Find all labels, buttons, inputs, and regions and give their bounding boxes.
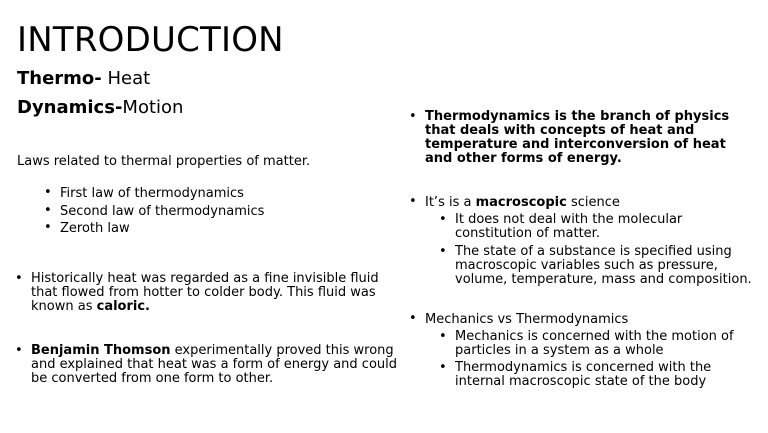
bullet-icon: • [439,212,447,227]
mechanics-point: Mechanics is concerned with the motion of particles in a system as a whole [455,329,734,358]
law-label: Second law of thermodynamics [60,203,265,219]
bullet-icon: • [15,343,23,358]
thermo-line [17,68,150,90]
thomson-text: experimentally proved this wrong and explained that heat was a form of energy and could be converted from one form to other. [31,343,398,386]
thermo-text: Heat [107,68,151,89]
macroscopic-bold: macroscopic [475,195,567,210]
laws-intro: Laws related to thermal properties of matter. [17,154,311,169]
macroscopic-point: It does not deal with the molecular constitution of matter. [455,212,683,241]
bullet-icon: • [439,329,447,344]
caloric-text: Historically heat was regarded as a fine invisible fluid that flowed from hotter to colder body. This fluid was known as [31,271,379,314]
list-item [44,221,374,239]
bullet-icon: • [439,244,447,259]
thomson-paragraph [31,344,401,386]
mechanics-point: Thermodynamics is concerned with the internal macroscopic state of the body [455,360,712,389]
mechanics-heading: Mechanics vs Thermodynamics [425,312,629,327]
caloric-paragraph [31,272,401,314]
bullet-icon: • [409,194,417,209]
thermo-prefix: Thermo- [17,68,102,89]
macroscopic-point: The state of a substance is specified using macroscopic variables such as pressure, volume, temperature, mass and composition. [455,244,752,287]
list-item [44,186,374,204]
definition-paragraph: Thermodynamics is the branch of physics that deals with concepts of heat and temperature and interconversion of heat and other forms of energy. [425,109,730,166]
bullet-icon: • [409,109,417,124]
dynamics-prefix: Dynamics- [17,97,123,118]
bullet-icon: • [44,220,52,235]
law-label: Zeroth law [60,221,130,236]
bullet-icon: • [409,311,417,326]
caloric-bold: caloric. [96,299,150,314]
bullet-icon: • [15,271,23,286]
dynamics-text: Motion [122,97,184,118]
thomson-bold: Benjamin Thomson [31,343,171,358]
page-title: INTRODUCTION [17,20,284,60]
macroscopic-line [425,195,620,210]
law-label: First law of thermodynamics [60,186,244,201]
dynamics-line [17,97,183,119]
bullet-icon: • [44,185,52,200]
bullet-icon: • [439,360,447,375]
list-item [44,204,374,222]
laws-list [44,186,374,239]
macroscopic-suffix: science [566,195,620,210]
macroscopic-prefix: It’s is a [425,195,476,210]
bullet-icon: • [44,202,52,218]
